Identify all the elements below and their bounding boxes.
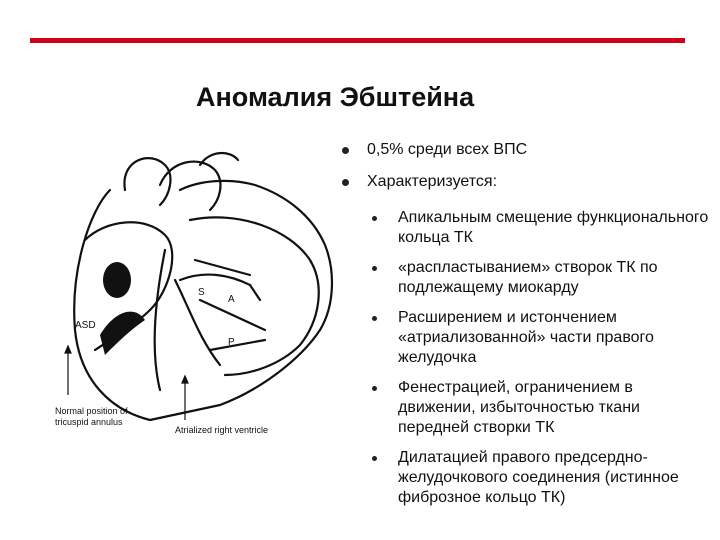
top-accent-line bbox=[30, 38, 685, 43]
sub-bullet-text: Фенестрацией, ограничением в движении, избыточностью ткани передней створки ТК bbox=[398, 379, 640, 436]
septum bbox=[155, 250, 165, 390]
sub-bullet-item bbox=[370, 308, 710, 368]
sub-bullet-dot bbox=[372, 456, 377, 461]
bullet-text: Характеризуется: bbox=[367, 173, 498, 190]
sub-bullet-text: Расширением и истончением «атриализованной» части правого желудочка bbox=[398, 309, 654, 366]
sub-bullet-item bbox=[370, 448, 710, 508]
sub-bullet-item bbox=[370, 378, 710, 438]
bullet-characterized bbox=[340, 172, 710, 192]
bullet-prevalence bbox=[340, 140, 710, 160]
caption-atrialized-rv: Atrialized right ventricle bbox=[175, 425, 269, 435]
heart-diagram bbox=[50, 150, 360, 450]
bullet-dot bbox=[342, 147, 349, 154]
aorta bbox=[124, 158, 170, 205]
septal-leaflet bbox=[100, 312, 145, 355]
sub-bullet-dot bbox=[372, 316, 377, 321]
sub-bullet-text: Дилатацией правого предсердно-желудочкового соединения (истинное фиброзное кольцо ТК) bbox=[398, 449, 679, 506]
sub-bullet-item bbox=[370, 208, 710, 248]
caption-normal-position-line1: Normal position of bbox=[55, 406, 128, 416]
label-a: A bbox=[228, 294, 235, 305]
heart-diagram-svg bbox=[50, 150, 360, 450]
page-title: Аномалия Эбштейна bbox=[196, 82, 475, 112]
sub-bullet-list bbox=[370, 208, 710, 518]
bullet-text: 0,5% среди всех ВПС bbox=[367, 141, 528, 158]
sub-bullet-dot bbox=[372, 216, 377, 221]
label-s: S bbox=[198, 287, 205, 298]
sub-bullet-text: Апикальным смещение функционального кольца ТК bbox=[398, 209, 709, 246]
sub-bullet-text: «распластыванием» створок ТК по подлежащему миокарду bbox=[398, 259, 658, 296]
main-bullet-list bbox=[340, 140, 710, 204]
sub-bullet-dot bbox=[372, 266, 377, 271]
label-asd: ASD bbox=[75, 320, 96, 331]
fenestration-oval bbox=[103, 262, 131, 298]
bullet-dot bbox=[342, 179, 349, 186]
leaflet-anterior bbox=[180, 275, 260, 300]
label-p: P bbox=[228, 337, 235, 348]
sub-bullet-dot bbox=[372, 386, 377, 391]
sub-bullet-item bbox=[370, 258, 710, 298]
caption-normal-position-line2: tricuspid annulus bbox=[55, 417, 123, 427]
